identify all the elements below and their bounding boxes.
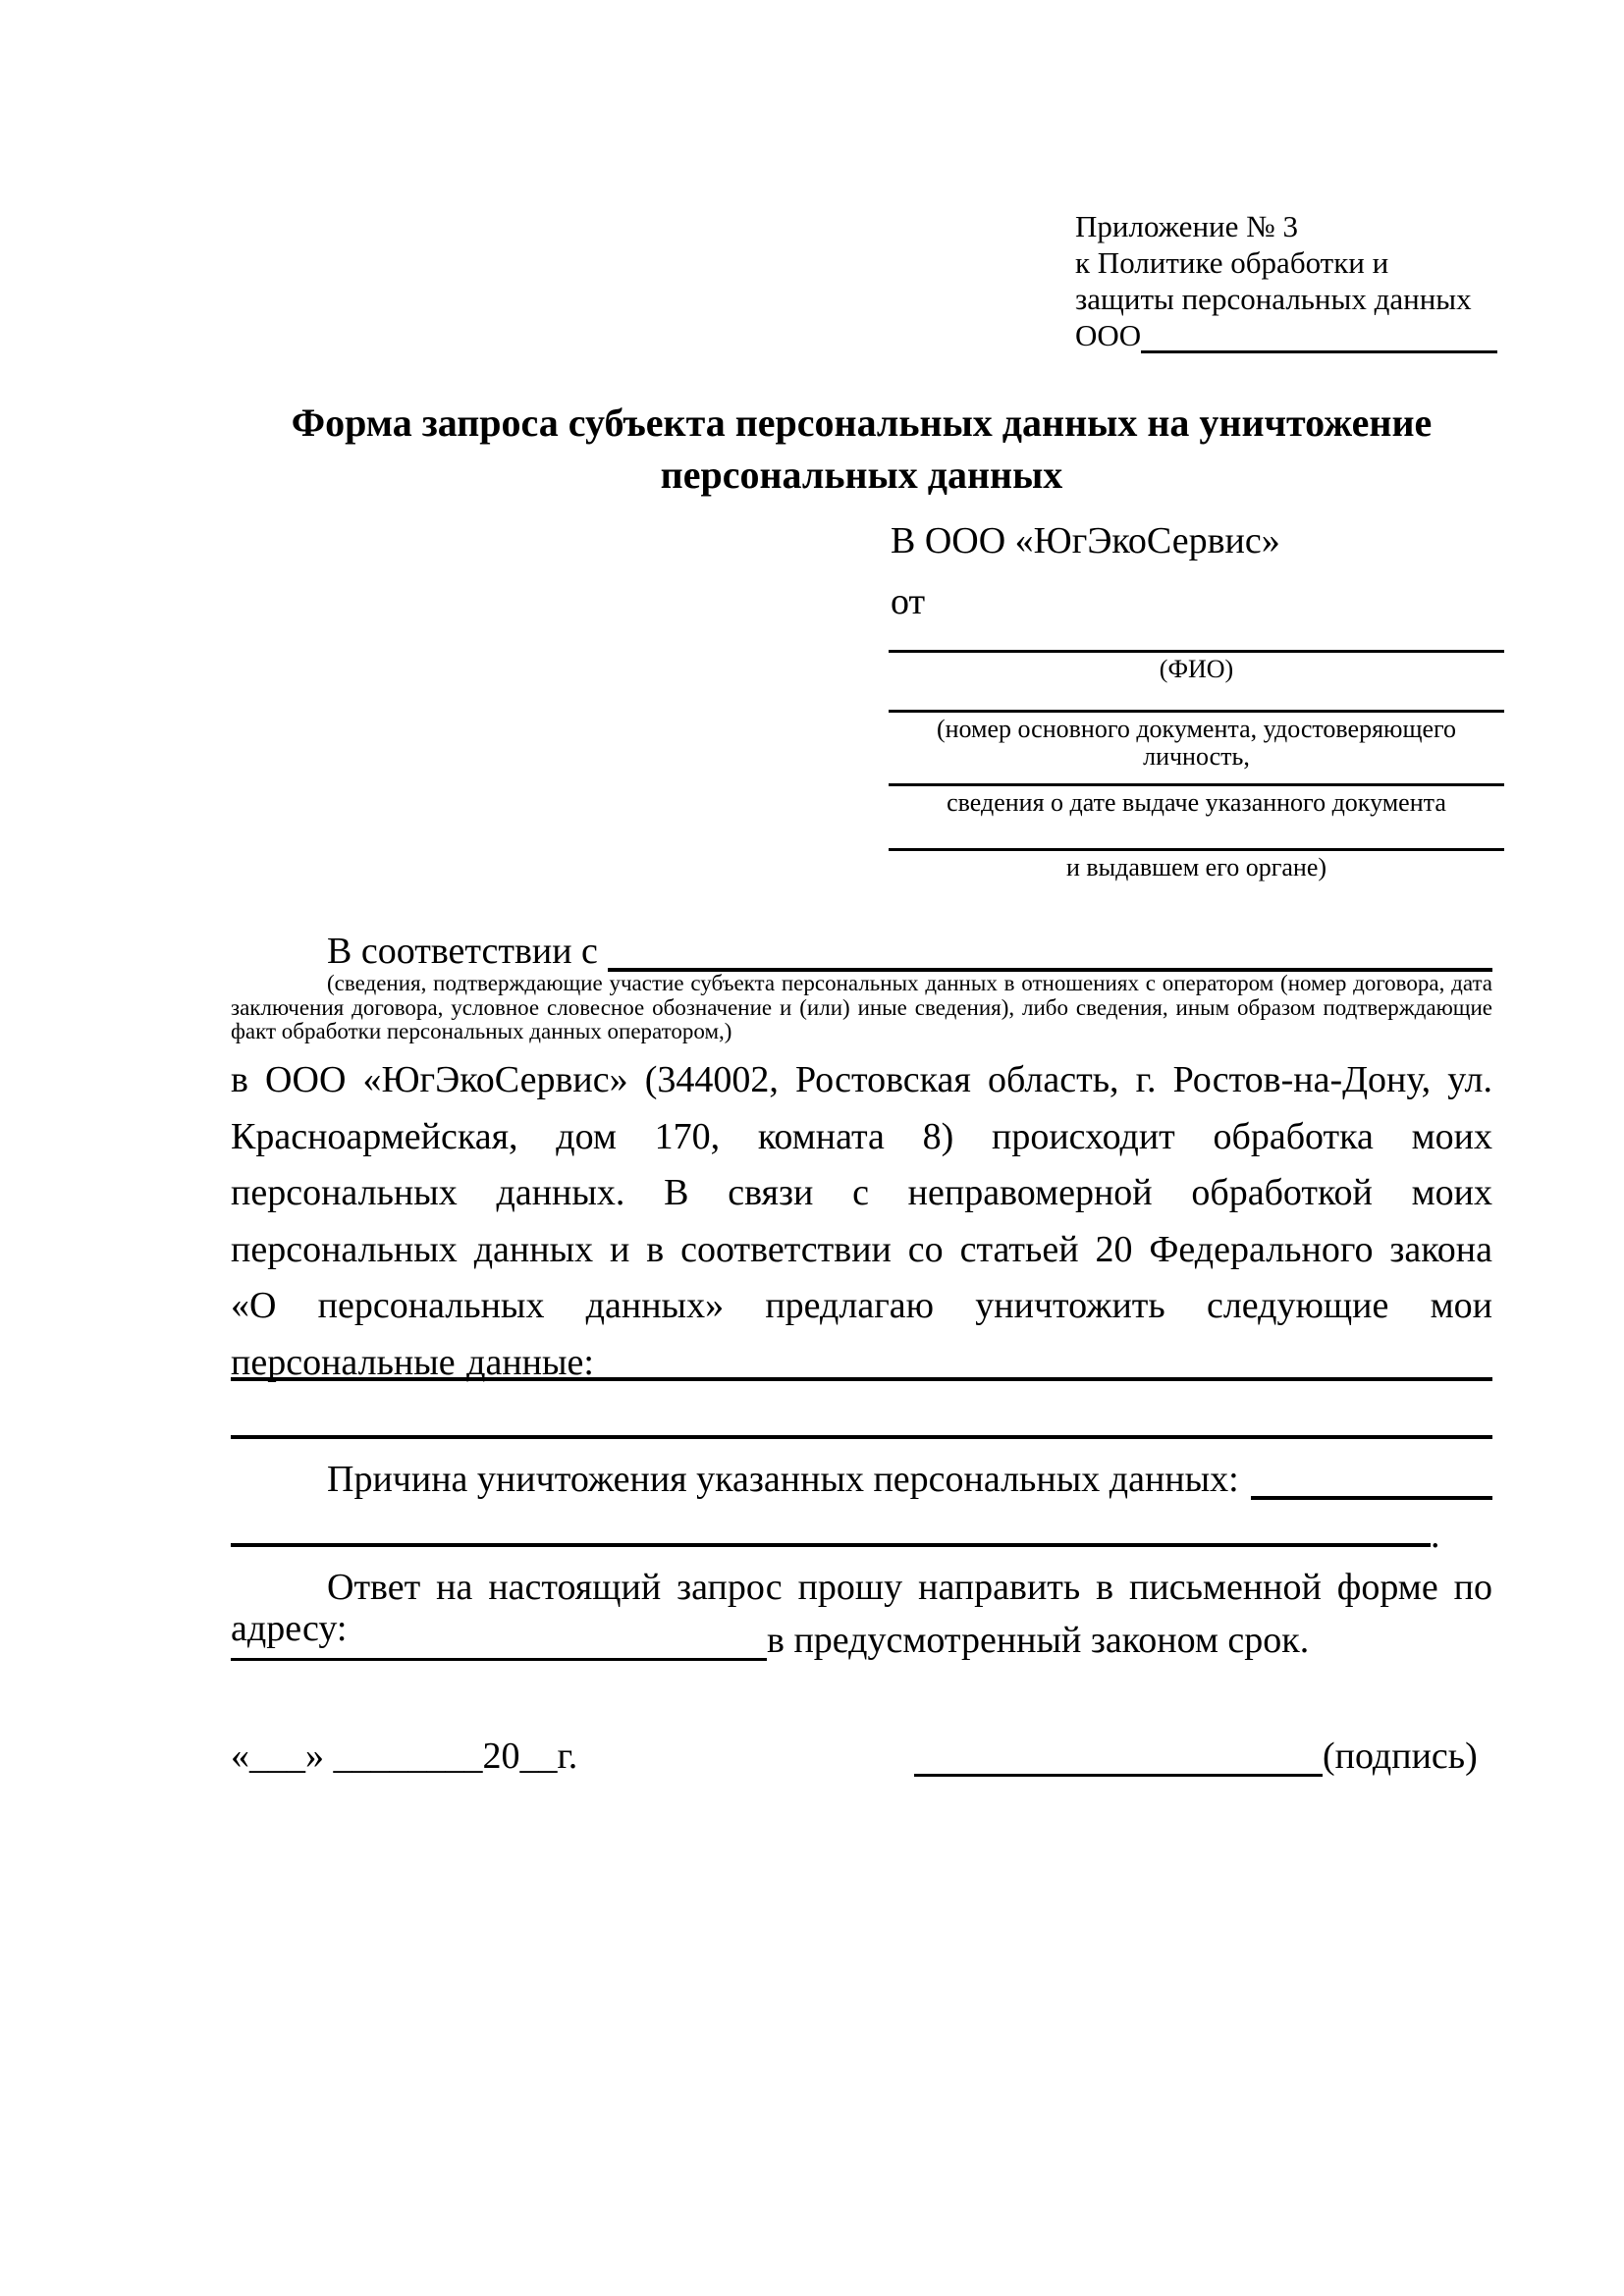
- accordance-footnote: (сведения, подтверждающие участие субъекта персональных данных в отношениях с оператором (номер договора, дата заключения договора, условное словесное обозначение и (или) иные сведения), либо сведения, иным образом подтверждающие факт обработки персональных данных оператором,): [231, 971, 1492, 1043]
- reason-continuation-line: [231, 1510, 1431, 1547]
- signature-caption: (подпись): [1323, 1735, 1478, 1777]
- appendix-line-2: к Политике обработки и: [1075, 245, 1389, 280]
- appendix-ooo-label: ООО: [1075, 318, 1142, 352]
- body-paragraph-text: в ООО «ЮгЭкоСервис» (344002, Ростовская область, г. Ростов-на-Дону, ул. Красноармейская, дом 170, комната 8) происходит обработка моих персональных данных. В связи с неправомерной обработкой моих персональных данных и в соответствии со статьей 20 Федерального закона «О персональных данных» предлагаю уничтожить следующие мои персональные данные:: [231, 1059, 1492, 1383]
- addressee-line: В ООО «ЮгЭкоСервис»: [891, 520, 1280, 561]
- reason-blank-line: [1251, 1467, 1492, 1500]
- issue-date-blank-line: [889, 783, 1504, 786]
- fio-blank-line: [889, 650, 1504, 653]
- reason-label: Причина уничтожения указанных персональных данных:: [327, 1459, 1239, 1500]
- from-label: от: [891, 581, 926, 622]
- address-blank-line: [231, 1623, 767, 1661]
- response-address-row: [231, 1620, 1492, 1661]
- accordance-row: [231, 931, 1492, 972]
- issuer-caption: и выдавшем его органе): [1065, 853, 1327, 881]
- appendix-line-1: Приложение № 3: [1075, 209, 1298, 243]
- fio-caption: (ФИО): [1159, 655, 1234, 683]
- response-request-line: Ответ на настоящий запрос прошу направить в письменной форме по адресу:: [231, 1567, 1492, 1649]
- accordance-blank-line: [608, 934, 1492, 972]
- appendix-line-3: защиты персональных данных: [1075, 282, 1472, 316]
- appendix-ooo-blank-line: [1141, 321, 1497, 353]
- appendix-note: [1075, 208, 1497, 353]
- issuer-blank-line: [889, 848, 1504, 851]
- reason-continuation-row: [231, 1510, 1492, 1556]
- date-blank: «___» ________20__г.: [231, 1735, 578, 1777]
- reason-row: [231, 1459, 1492, 1500]
- issue-date-caption: сведения о дате выдаче указанного документа: [947, 788, 1446, 817]
- signature-blank-line: [914, 1740, 1323, 1777]
- doc-number-caption: (номер основного документа, удостоверяющего личность,: [936, 715, 1457, 771]
- appendix-ooo-row: [1075, 317, 1497, 353]
- accordance-prefix: В соответствии с: [327, 931, 598, 972]
- doc-number-blank-line: [889, 710, 1504, 713]
- signature-group: [914, 1735, 1478, 1777]
- reason-line-terminator: .: [1431, 1515, 1440, 1556]
- body-paragraph: [231, 1052, 1492, 1391]
- personal-data-blank-line-1: [231, 1377, 1492, 1381]
- personal-data-blank-line-2: [231, 1435, 1492, 1439]
- form-title: Форма запроса субъекта персональных данных на уничтожение персональных данных: [291, 400, 1433, 497]
- response-suffix: в предусмотренный законом срок.: [767, 1620, 1310, 1661]
